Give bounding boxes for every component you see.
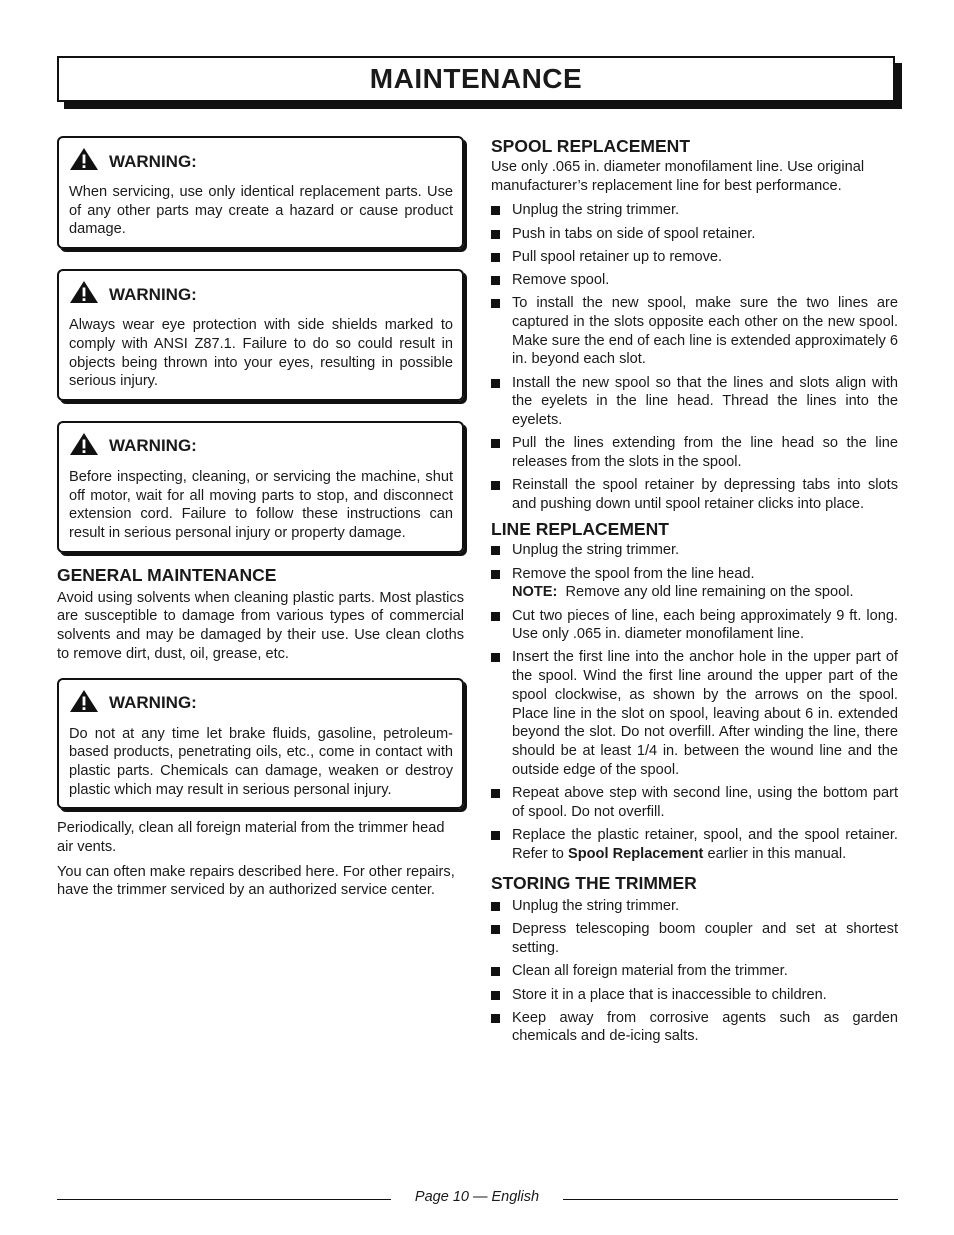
list-item: Cut two pieces of line, each being approximately 9 ft. long. Use only .065 in. diameter monofilament line. [491,607,898,644]
section-heading-general-maintenance: GENERAL MAINTENANCE [57,564,277,585]
warning-triangle-icon [69,689,99,718]
list-item: Depress telescoping boom coupler and set at shortest setting. [491,920,898,957]
storing-list [491,897,898,1046]
list-item: Push in tabs on side of spool retainer. [491,225,898,244]
warning-triangle-icon [69,432,99,461]
list-item: Store it in a place that is inaccessible to children. [491,986,898,1005]
warning-box [57,421,464,553]
left-column [57,136,464,906]
list-item: Install the new spool so that the lines and slots align with the eyelets in the line head. Thread the lines into the eyelets. [491,374,898,430]
bullet-square-icon [491,276,500,285]
bullet-square-icon [491,570,500,579]
bullet-square-icon [491,253,500,262]
warning-label: WARNING: [109,151,197,171]
warning-triangle-icon [69,280,99,309]
warning-text: Do not at any time let brake fluids, gasoline, petroleum-based products, penetrating oils, etc., come in contact with plastic parts. Chemicals can damage, weaken or destroy plastic which may result in serious personal injury. [69,725,453,798]
list-item: Repeat above step with second line, using the bottom part of spool. Do not overfill. [491,784,898,821]
list-item: Unplug the string trimmer. [491,201,898,220]
warning-triangle-icon [69,147,99,176]
air-vents-text: Periodically, clean all foreign material from the trimmer head air vents. [57,820,445,856]
warning-label: WARNING: [109,436,197,456]
list-item: Reinstall the spool retainer by depressing tabs into slots and pushing down until spool retainer clicks into place. [491,476,898,513]
page-title-box [57,56,895,102]
list-item: Insert the first line into the anchor hole in the upper part of the spool. Wind the first line around the upper part of the spool clockwise, as shown by the arrows on the spool. Place line in the slot on spool, leaving about 6 in. extended beyond the slot. Do not overfill. After winding the line, there should be at least 1/4 in. between the wound line and the outside edge of the spool. [491,648,898,779]
page-number: Page 10 — English [414,1189,540,1205]
list-item: Unplug the string trimmer. [491,541,898,560]
section-heading-line-replacement: LINE REPLACEMENT [491,519,669,540]
list-item: Pull spool retainer up to remove. [491,248,898,267]
warning-label: WARNING: [109,693,197,713]
list-item: Remove spool. [491,271,898,290]
bullet-square-icon [491,991,500,1000]
note-label: NOTE: [512,584,558,601]
bullet-square-icon [491,546,500,555]
bullet-square-icon [491,612,500,621]
list-item: To install the new spool, make sure the two lines are captured in the slots opposite each other on the new spool. Make sure the end of each line is extended approximately 6 in. beyond each slot. [491,294,898,369]
note-text: Remove any old line remaining on the spool. [565,584,854,601]
bullet-square-icon [491,206,500,215]
warning-box [57,269,464,401]
bullet-square-icon [491,1014,500,1023]
bullet-square-icon [491,902,500,911]
list-item: Remove the spool from the line head. NOTE: Remove any old line remaining on the spool. [491,565,898,602]
warning-box [57,678,464,810]
spool-replacement-intro: Use only .065 in. diameter monofilament line. Use original manufacturer’s replacement line for best performance. [491,159,865,194]
bullet-square-icon [491,831,500,840]
bullet-square-icon [491,439,500,448]
bullet-square-icon [491,653,500,662]
list-item: Unplug the string trimmer. [491,897,898,916]
bullet-square-icon [491,299,500,308]
warning-text: Before inspecting, cleaning, or servicing the machine, shut off motor, wait for all moving parts to stop, and disconnect extension cord. Failure to follow these instructions can result in serious personal injury or property damage. [69,468,453,542]
spool-replacement-list [491,201,898,513]
bullet-square-icon [491,230,500,239]
list-item: Keep away from corrosive agents such as garden chemicals and de-icing salts. [491,1009,898,1046]
warning-text: Always wear eye protection with side shields marked to comply with ANSI Z87.1. Failure to do so could result in objects being thrown into your eyes, resulting in possible serious injury. [69,317,453,390]
line-replacement-list [491,541,898,863]
section-heading-spool-replacement: SPOOL REPLACEMENT [491,136,691,156]
bullet-square-icon [491,967,500,976]
warning-text: When servicing, use only identical replacement parts. Use of any other parts may create a hazard or cause product damage. [69,184,453,238]
general-maintenance-text: Avoid using solvents when cleaning plastic parts. Most plastics are susceptible to damage from various types of commercial solvents and may be damaged by their use. Use clean cloths to remove dirt, dust, oil, grease, etc. [57,589,464,662]
note [512,583,898,602]
bullet-square-icon [491,379,500,388]
list-item: Pull the lines extending from the line head so the line releases from the slots in the spool. [491,434,898,471]
bullet-square-icon [491,481,500,490]
warning-label: WARNING: [109,284,197,304]
bullet-square-icon [491,789,500,798]
bullet-square-icon [491,925,500,934]
service-center-text: You can often make repairs described here. For other repairs, have the trimmer serviced by an authorized service center. [57,863,455,899]
spool-replacement-reference: Spool Replacement [567,845,704,862]
list-item: Replace the plastic retainer, spool, and the spool retainer. Refer to Spool Replacement earlier in this manual. [491,826,898,863]
right-column [491,136,898,1052]
warning-box [57,136,464,249]
page-title: MAINTENANCE [369,63,583,94]
list-item: Clean all foreign material from the trimmer. [491,962,898,981]
section-heading-storing: STORING THE TRIMMER [491,873,697,894]
